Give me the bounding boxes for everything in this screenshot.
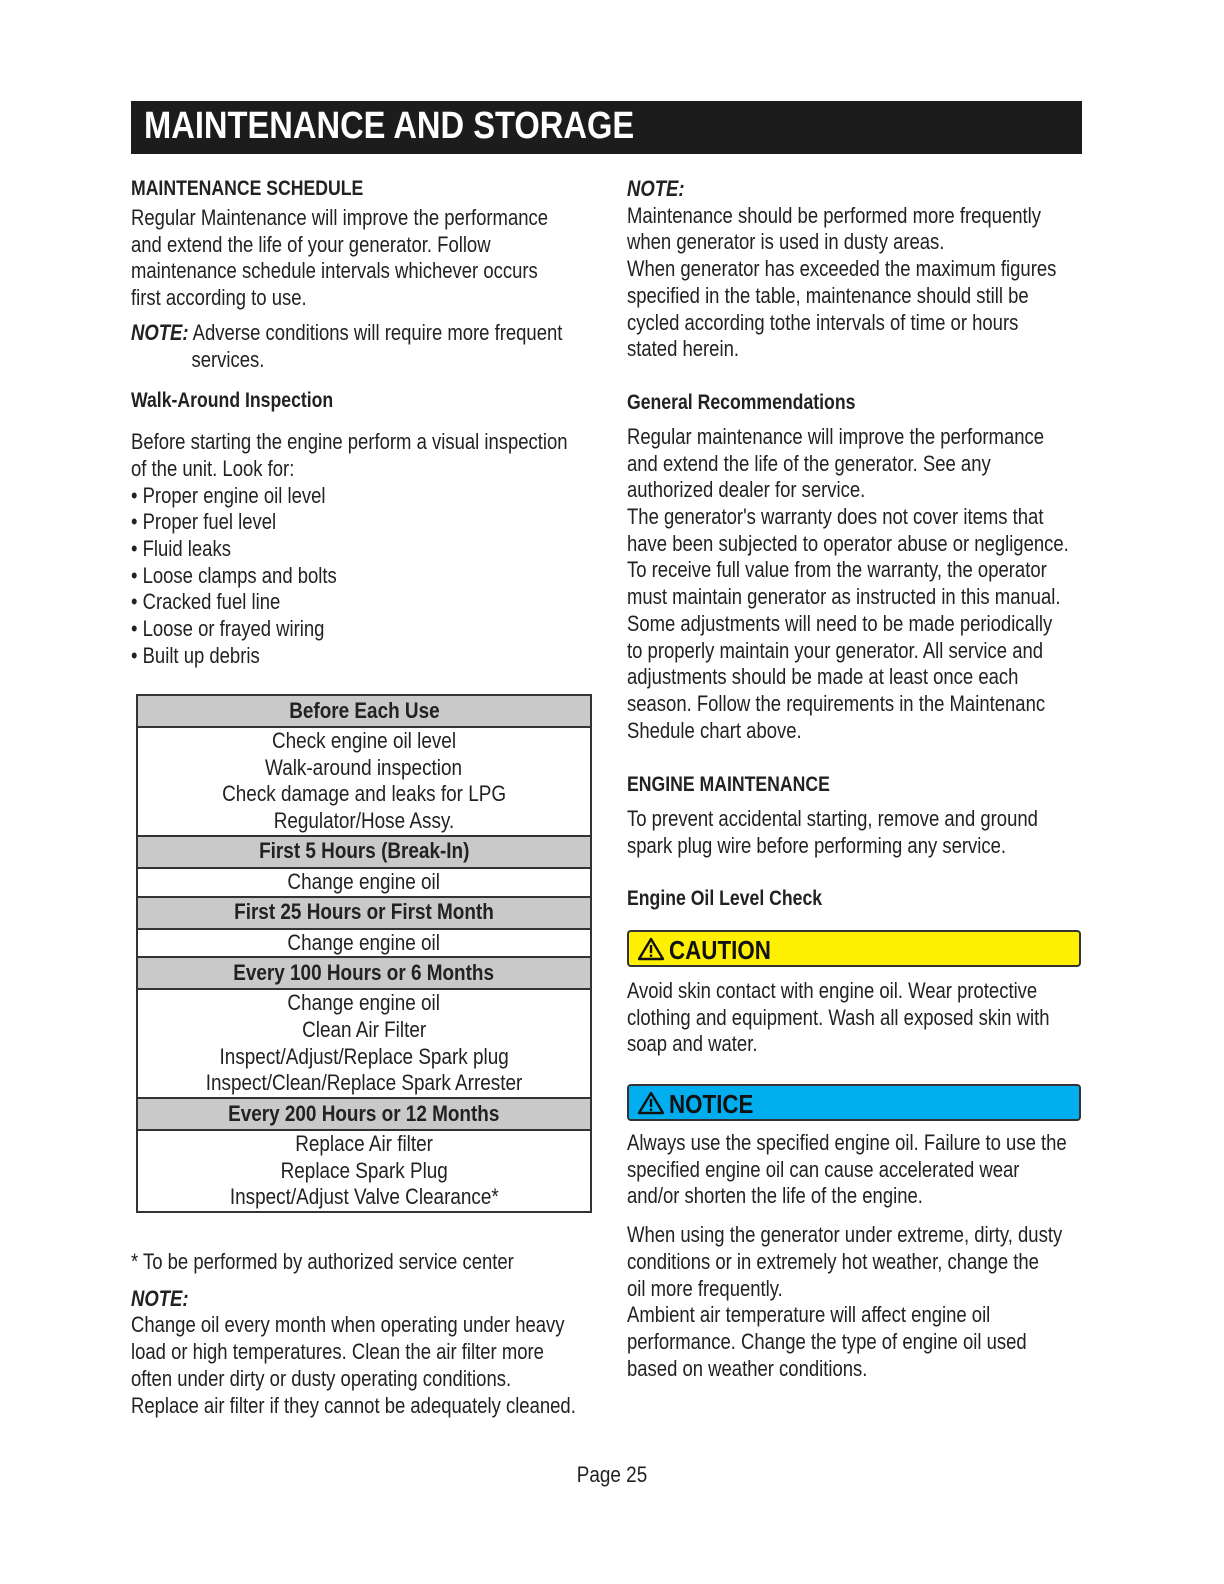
engine-maintenance-text [627,806,1087,859]
caution-text [627,978,1087,1058]
walk-around-intro [131,429,591,482]
table-section-header: First 25 Hours or First Month [137,897,591,929]
table-section-header: Every 200 Hours or 12 Months [137,1098,591,1130]
text-line: Regular Maintenance will improve the performance [131,205,549,230]
note-label: NOTE: [131,319,189,345]
page-number: Page 25 [576,1462,648,1487]
schedule-intro [131,205,591,312]
general-recommendations-heading: General Recommendations [627,390,856,414]
note-label: NOTE: [131,1285,189,1311]
text-line: specified in the table, maintenance should still be [627,282,1029,308]
text-line: load or high temperatures. Clean the air filter more [131,1339,544,1365]
text-line: of the unit. Look for: [131,455,295,481]
text-line: often under dirty or dusty operating conditions. [131,1365,512,1391]
list-item: • Fluid leaks [131,536,231,562]
text-line: To prevent accidental starting, remove and ground [627,806,1038,832]
text-line: conditions or in extremely hot weather, change the [627,1248,1039,1274]
text-line: first according to use. [131,285,307,311]
text-line: Ambient air temperature will affect engine oil [627,1302,991,1328]
warning-triangle-icon [637,1091,665,1115]
text-line: soap and water. [627,1031,758,1057]
table-item: Check engine oil level [271,728,457,753]
text-line: Always use the specified engine oil. Failure to use the [627,1130,1067,1155]
dusty-areas-note [627,203,1087,363]
text-line: when generator is used in dusty areas. [627,229,945,255]
text-line: authorized dealer for service. [627,477,866,503]
left-bottom-notes [131,1249,591,1419]
text-line: adjustments should be made at least once each [627,664,1019,690]
text-line: oil more frequently. [627,1275,783,1301]
text-line: Some adjustments will need to be made periodically [627,610,1053,636]
oil-level-check-heading: Engine Oil Level Check [627,886,823,910]
caution-banner [627,930,1081,967]
text-line: season. Follow the requirements in the Maintenanc [627,690,1046,716]
maintenance-schedule-heading: MAINTENANCE SCHEDULE [131,177,364,200]
table-section-header: Every 100 Hours or 6 Months [137,957,591,989]
table-item: Replace Air filter [295,1131,433,1157]
table-cell [137,929,591,958]
text-line: and extend the life of the generator. See any [627,450,991,476]
table-section-header: First 5 Hours (Break-In) [137,836,591,868]
text-line: services. [191,346,265,372]
table-item: Clean Air Filter [301,1016,427,1042]
notice-text [627,1130,1087,1382]
table-item: Inspect/Clean/Replace Spark Arrester [205,1070,523,1096]
list-item: • Proper fuel level [131,509,277,535]
text-line: performance. Change the type of engine oil used [627,1328,1027,1354]
footnote: * To be performed by authorized service center [131,1249,514,1274]
note-label: NOTE: [627,176,685,201]
list-item: • Loose or frayed wiring [131,616,325,642]
table-item: Change engine oil [287,929,441,955]
table-cell [137,1130,591,1212]
inspection-list [131,483,591,670]
text-line: maintenance schedule intervals whichever occurs [131,258,538,284]
text-line: Avoid skin contact with engine oil. Wear protective [627,978,1038,1003]
table-item: Change engine oil [287,868,441,894]
notice-section [627,1084,1081,1121]
text-line: Adverse conditions will require more frequent [192,319,563,345]
notice-label: NOTICE [669,1089,754,1119]
text-line: and/or shorten the life of the engine. [627,1183,923,1209]
maintenance-schedule-table [136,694,592,1213]
engine-maintenance-heading: ENGINE MAINTENANCE [627,773,830,797]
page-title: MAINTENANCE AND STORAGE [144,105,635,147]
list-item: • Built up debris [131,642,260,668]
table-item: Regulator/Hose Assy. [273,808,455,834]
text-line: to properly maintain your generator. All service and [627,637,1044,663]
general-recommendations-text [627,424,1087,744]
text-line: cycled according tothe intervals of time or hours [627,309,1019,335]
table-item: Change engine oil [287,990,441,1016]
table-item: Check damage and leaks for LPG [222,781,506,807]
list-item: • Proper engine oil level [131,482,326,508]
text-line: have been subjected to operator abuse or negligence. [627,530,1069,556]
text-line: The generator's warranty does not cover items that [627,504,1044,530]
text-line: Maintenance should be performed more frequently [627,202,1041,228]
table-section-header: Before Each Use [137,695,591,727]
text-line: specified engine oil can cause accelerated wear [627,1156,1020,1182]
text-line: Change oil every month when operating under heavy [131,1312,565,1338]
table-item: Inspect/Adjust Valve Clearance* [229,1184,499,1210]
table-item: Walk-around inspection [265,754,463,780]
right-column [627,176,1087,912]
caution-label: CAUTION [669,935,771,965]
title-banner [131,101,1082,154]
adverse-note [131,320,591,373]
text-line: Regular maintenance will improve the performance [627,423,1045,449]
text-line: based on weather conditions. [627,1355,868,1381]
text-line: and extend the life of your generator. Follow [131,231,491,257]
text-line: spark plug wire before performing any service. [627,833,1007,859]
left-column [131,176,591,670]
text-line: stated herein. [627,336,739,362]
table-cell [137,989,591,1098]
warning-triangle-icon [637,937,665,961]
table-cell [137,727,591,836]
table-cell [137,868,591,897]
text-line: Shedule chart above. [627,717,802,743]
walk-around-heading: Walk-Around Inspection [131,389,334,413]
text-line: Replace air filter if they cannot be adequately cleaned. [131,1392,576,1418]
notice-banner [627,1084,1081,1121]
page-footer [0,1462,1224,1488]
list-item: • Loose clamps and bolts [131,562,337,588]
caution-section [627,930,1081,967]
text-line: Before starting the engine perform a visual inspection [131,429,568,455]
text-line: must maintain generator as instructed in this manual. [627,584,1061,610]
text-line: When generator has exceeded the maximum figures [627,256,1057,282]
list-item: • Cracked fuel line [131,589,281,615]
table-item: Replace Spark Plug [280,1157,448,1183]
extreme-conditions-text [627,1222,1087,1382]
text-line: When using the generator under extreme, dirty, dusty [627,1222,1063,1248]
table-item: Inspect/Adjust/Replace Spark plug [219,1043,509,1069]
text-line: clothing and equipment. Wash all exposed skin with [627,1004,1050,1030]
text-line: To receive full value from the warranty, the operator [627,557,1047,583]
oil-change-note [131,1312,591,1419]
